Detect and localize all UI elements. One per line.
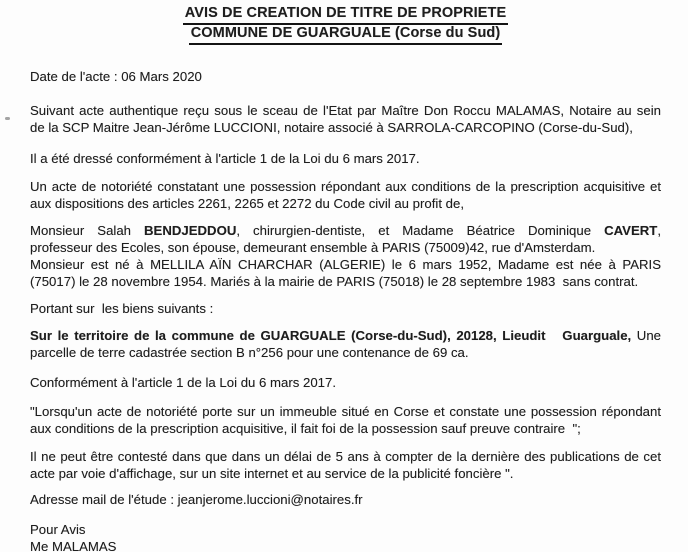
text-line [30,102,661,119]
paragraph-citation [30,403,661,437]
text-segment: Un acte de notoriété constatant une possession répondant aux conditions de la prescription acquisitive et [30,179,661,194]
text-line [30,538,661,552]
paragraph-notoriete [30,178,661,212]
text-segment: Monsieur Salah [30,223,145,238]
text-segment: Me MALAMAS [30,539,117,552]
title-row-1 [30,5,661,25]
text-segment: Portant sur les biens suivants : [30,301,214,316]
text-segment: "Lorsqu'un acte de notoriété porte sur un immeuble situé en Corse et constate une possession répondant [30,404,661,419]
text-segment: Date de l'acte : 06 Mars 2020 [30,69,202,84]
text-segment: parcelle de terre cadastrée section B n°256 pour une contenance de 69 ca. [30,345,469,360]
text-segment: Suivant acte authentique reçu sous le sceau de l'Etat par Maître Don Roccu MALAMAS, Notaire au sein [30,103,661,118]
paragraph-acte-recu [30,102,661,136]
title-row-2 [30,25,661,45]
text-line [30,119,661,136]
text-line [30,465,661,482]
text-segment: Monsieur est né à MELLILA AÏN CHARCHAR (ALGERIE) le 6 mars 1952, Madame est née à PARIS [30,257,661,272]
text-line [30,374,661,391]
title-line-1: AVIS DE CREATION DE TITRE DE PROPRIETE [183,5,509,25]
paragraph-contestation [30,448,661,482]
text-segment: acte par voie d'affichage, sur un site internet et au service de la publicité foncière ". [30,466,514,481]
bold-text-segment: BENDJEDDOU [144,223,237,238]
paragraph-portant [30,300,661,317]
text-line [30,195,661,212]
text-segment: de la SCP Maitre Jean-Jérôme LUCCIONI, notaire associé à SARROLA-CARCOPINO (Corse-du-Sud), [30,120,633,135]
text-line [30,448,661,465]
scan-artifact-speck [5,117,10,120]
text-segment: Il a été dressé conformément à l'article 1 de la Loi du 6 mars 2017. [30,151,420,166]
paragraph-dresse [30,150,661,167]
text-segment: Il ne peut être contesté dans que dans un délai de 5 ans à compter de la dernière des publications de cet [30,449,661,464]
paragraph-date [30,68,661,85]
bold-text-segment: CAVERT [604,223,658,238]
document-body [30,68,661,552]
paragraph-conformement [30,374,661,391]
text-segment: Pour Avis [30,522,86,537]
paragraph-territoire [30,327,661,361]
text-line [30,521,661,538]
text-line [30,420,661,437]
text-line [30,222,661,239]
text-line [30,178,661,195]
text-line [30,68,661,85]
text-line [30,239,661,256]
text-line [30,344,661,361]
paragraph-adresse [30,491,661,508]
text-line [30,256,661,273]
paragraph-parties [30,222,661,290]
text-segment: professeur des Ecoles, son épouse, demeurant ensemble à PARIS (75009)42, rue d'Amsterdam. [30,240,596,255]
text-segment: , [657,223,661,238]
text-segment: Une [631,328,662,343]
text-line [30,403,661,420]
text-line [30,273,661,290]
text-line [30,491,661,508]
text-line [30,300,661,317]
text-segment: Conformément à l'article 1 de la Loi du 6 mars 2017. [30,375,336,390]
paragraph-signature [30,521,661,552]
text-segment: aux conditions de la prescription acquisitive, il fait foi de la possession sauf preuve contraire "; [30,421,581,436]
text-segment: , chirurgien-dentiste, et Madame Béatrice Dominique [236,223,605,238]
text-segment: (75017) le 28 novembre 1954. Mariés à la mairie de PARIS (75018) le 28 septembre 1983 sans contrat. [30,274,639,289]
text-line [30,327,661,344]
title-line-2: COMMUNE DE GUARGUALE (Corse du Sud) [189,25,503,45]
text-segment: aux dispositions des articles 2261, 2265 et 2272 du Code civil au profit de, [30,196,464,211]
document-title [30,5,661,45]
text-line [30,150,661,167]
bold-text-segment: Sur le territoire de la commune de GUARGUALE (Corse-du-Sud), 20128, Lieudit Guarguale, [30,328,632,343]
text-segment: Adresse mail de l'étude : jeanjerome.luccioni@notaires.fr [30,492,363,507]
